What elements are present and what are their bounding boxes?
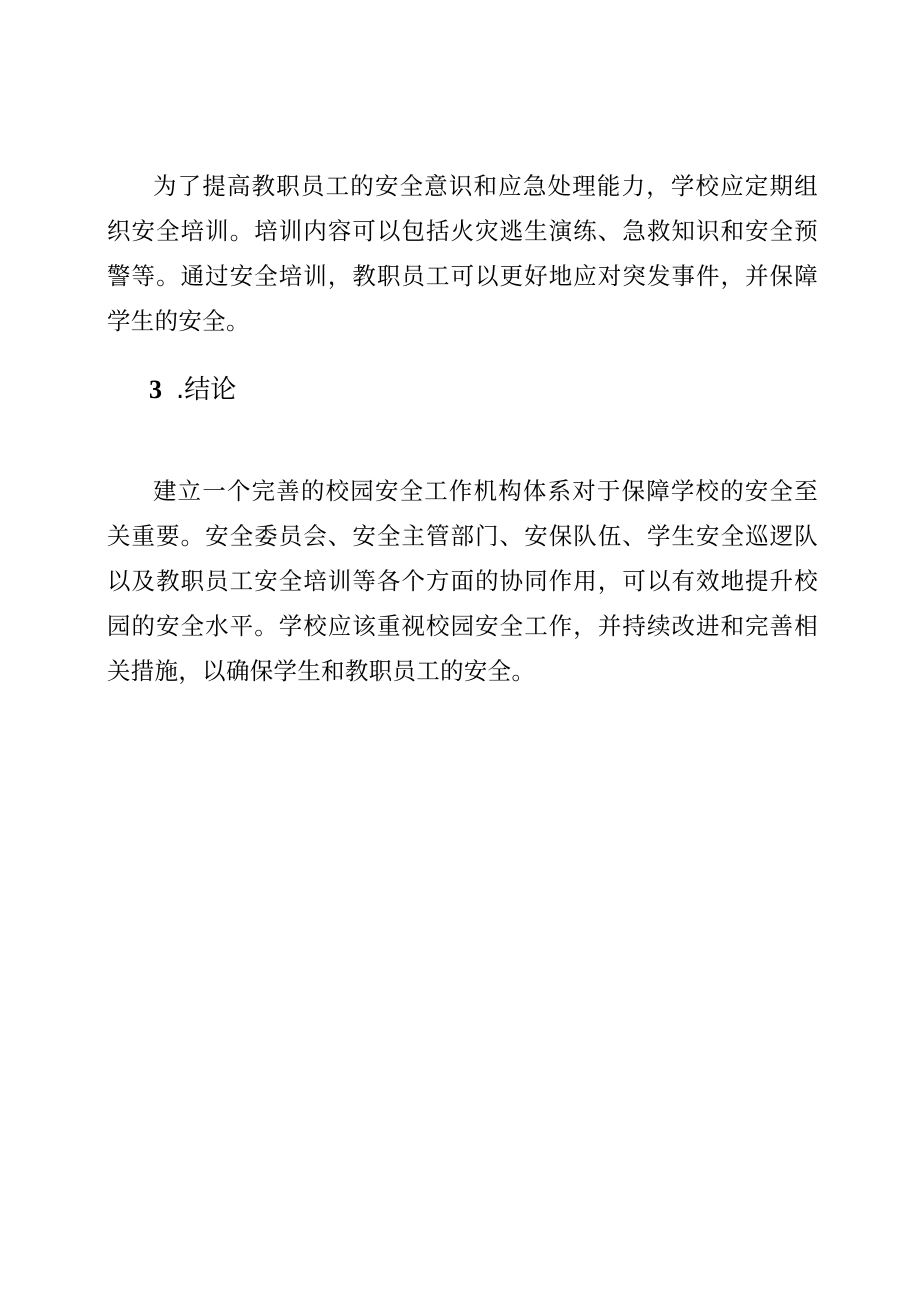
paragraph-conclusion: 建立一个完善的校园安全工作机构体系对于保障学校的安全至关重要。安全委员会、安全主管部门、安保队伍、学生安全巡逻队以及教职员工安全培训等各个方面的协同作用，可以有效地提升校园的安全水平。学校应该重视校园安全工作，并持续改进和完善相关措施，以确保学生和教职员工的安全。: [107, 477, 818, 685]
section-number: 3: [149, 375, 162, 404]
section-heading-conclusion: [149, 370, 236, 410]
paragraph-safety-training: 为了提高教职员工的安全意识和应急处理能力，学校应定期组织安全培训。培训内容可以包括火灾逃生演练、急救知识和安全预警等。通过安全培训，教职员工可以更好地应对突发事件，并保障学生的安全。: [107, 172, 818, 335]
section-title: .结论: [176, 375, 237, 405]
